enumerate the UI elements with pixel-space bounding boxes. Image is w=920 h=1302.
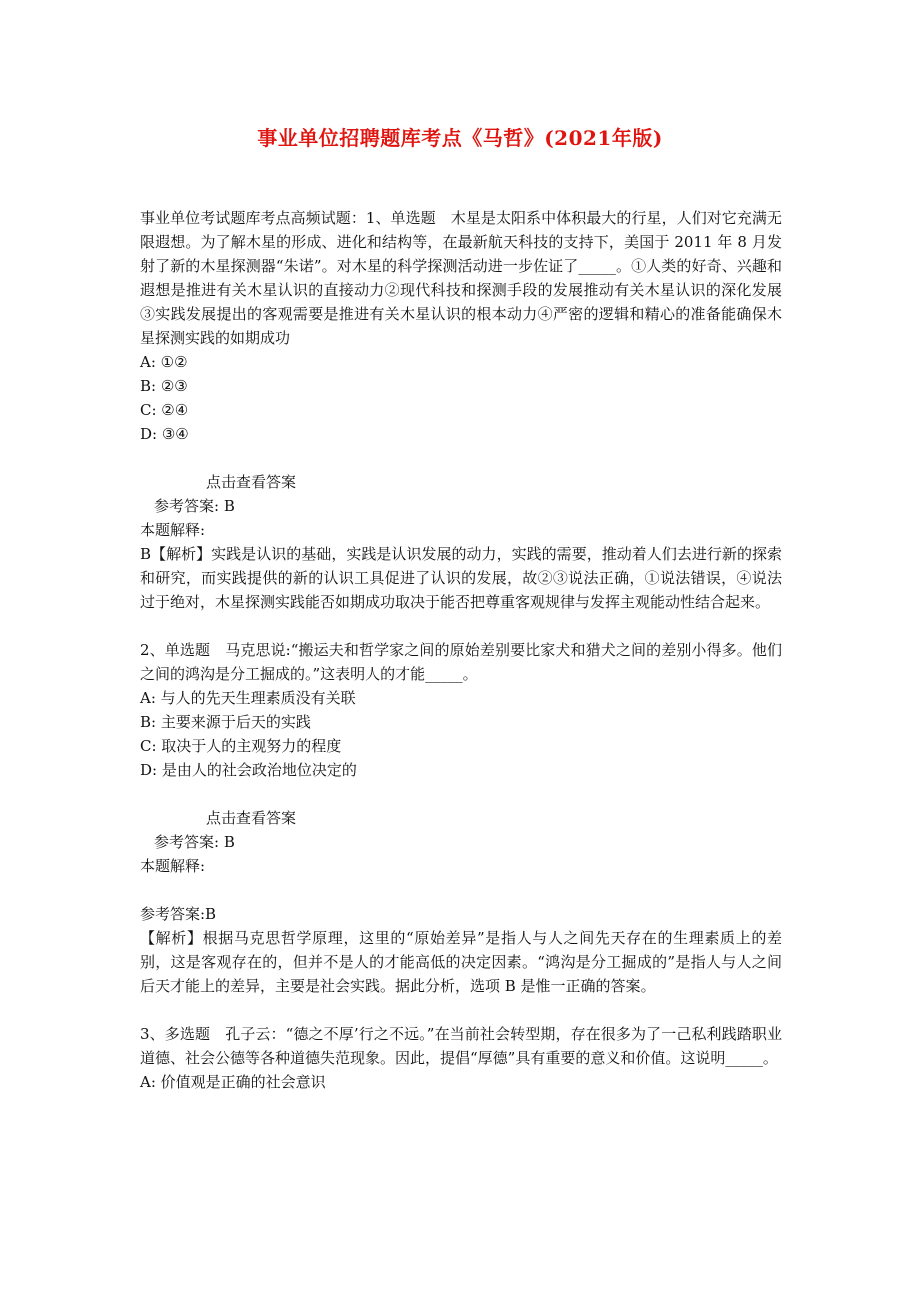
option-b: B: 主要来源于后天的实践 (140, 713, 311, 731)
page-title: 事业单位招聘题库考点《马哲》(2021年版) (257, 126, 663, 150)
reference-answer-inline: 参考答案:B (140, 905, 217, 923)
option-d: D: 是由人的社会政治地位决定的 (140, 761, 357, 779)
question-3 (140, 1022, 782, 1094)
explanation-label: 本题解释: (140, 857, 206, 875)
document-body (140, 206, 782, 1094)
option-a: A: ①② (140, 353, 188, 371)
option-d: D: ③④ (140, 425, 189, 443)
question-stem: 3、多选题 孔子云：“德之不厚’行之不远。”在当前社会转型期，存在很多为了一己私利践踏职业道德、社会公德等各种道德失范现象。因此，提倡“厚德”具有重要的意义和价值。这说明_____。 (140, 1025, 782, 1067)
option-b: B: ②③ (140, 377, 188, 395)
question-stem: 2、单选题 马克思说:“搬运夫和哲学家之间的原始差别要比家犬和猎犬之间的差别小得多。他们之间的鸿沟是分工掘成的。”这表明人的才能_____。 (140, 641, 782, 683)
explanation-text: B【解析】实践是认识的基础，实践是认识发展的动力，实践的需要，推动着人们去进行新的探索和研究，而实践提供的新的认识工具促进了认识的发展，故②③说法正确，①说法错误，④说法过于绝对，木星探测实践能否如期成功取决于能否把尊重客观规律与发挥主观能动性结合起来。 (140, 545, 782, 611)
option-a: A: 价值观是正确的社会意识 (140, 1073, 326, 1091)
explanation-text: 【解析】根据马克思哲学原理，这里的“原始差异”是指人与人之间先天存在的生理素质上的差别，这是客观存在的，但并不是人的才能高低的决定因素。“鸿沟是分工掘成的”是指人与人之间后天才能上的差异，主要是社会实践。据此分析，选项 B 是惟一正确的答案。 (140, 929, 782, 995)
question-2 (140, 638, 782, 998)
reference-answer: 参考答案: B (154, 497, 235, 515)
show-answer-link[interactable]: 点击查看答案 (206, 809, 297, 827)
explanation-label: 本题解释: (140, 521, 206, 539)
reference-answer: 参考答案: B (154, 833, 235, 851)
option-c: C: ②④ (140, 401, 189, 419)
question-stem: 事业单位考试题库考点高频试题：1、单选题 木星是太阳系中体积最大的行星，人们对它充满无限遐想。为了解木星的形成、进化和结构等，在最新航天科技的支持下，美国于 2011 年 8 月发射了新的木星探测器“朱诺”。对木星的科学探测活动进一步佐证了_____。①人类的好奇、兴趣和遐想是推进有关木星认识的直接动力②现代科技和探测手段的发展推动有关木星认识的深化发展③实践发展提出的客观需要是推进有关木星认识的根本动力④严密的逻辑和精心的准备能确保木星探测实践的如期成功 (140, 209, 782, 347)
option-a: A: 与人的先天生理素质没有关联 (140, 689, 356, 707)
question-1 (140, 206, 782, 614)
option-c: C: 取决于人的主观努力的程度 (140, 737, 342, 755)
show-answer-link[interactable]: 点击查看答案 (206, 473, 297, 491)
